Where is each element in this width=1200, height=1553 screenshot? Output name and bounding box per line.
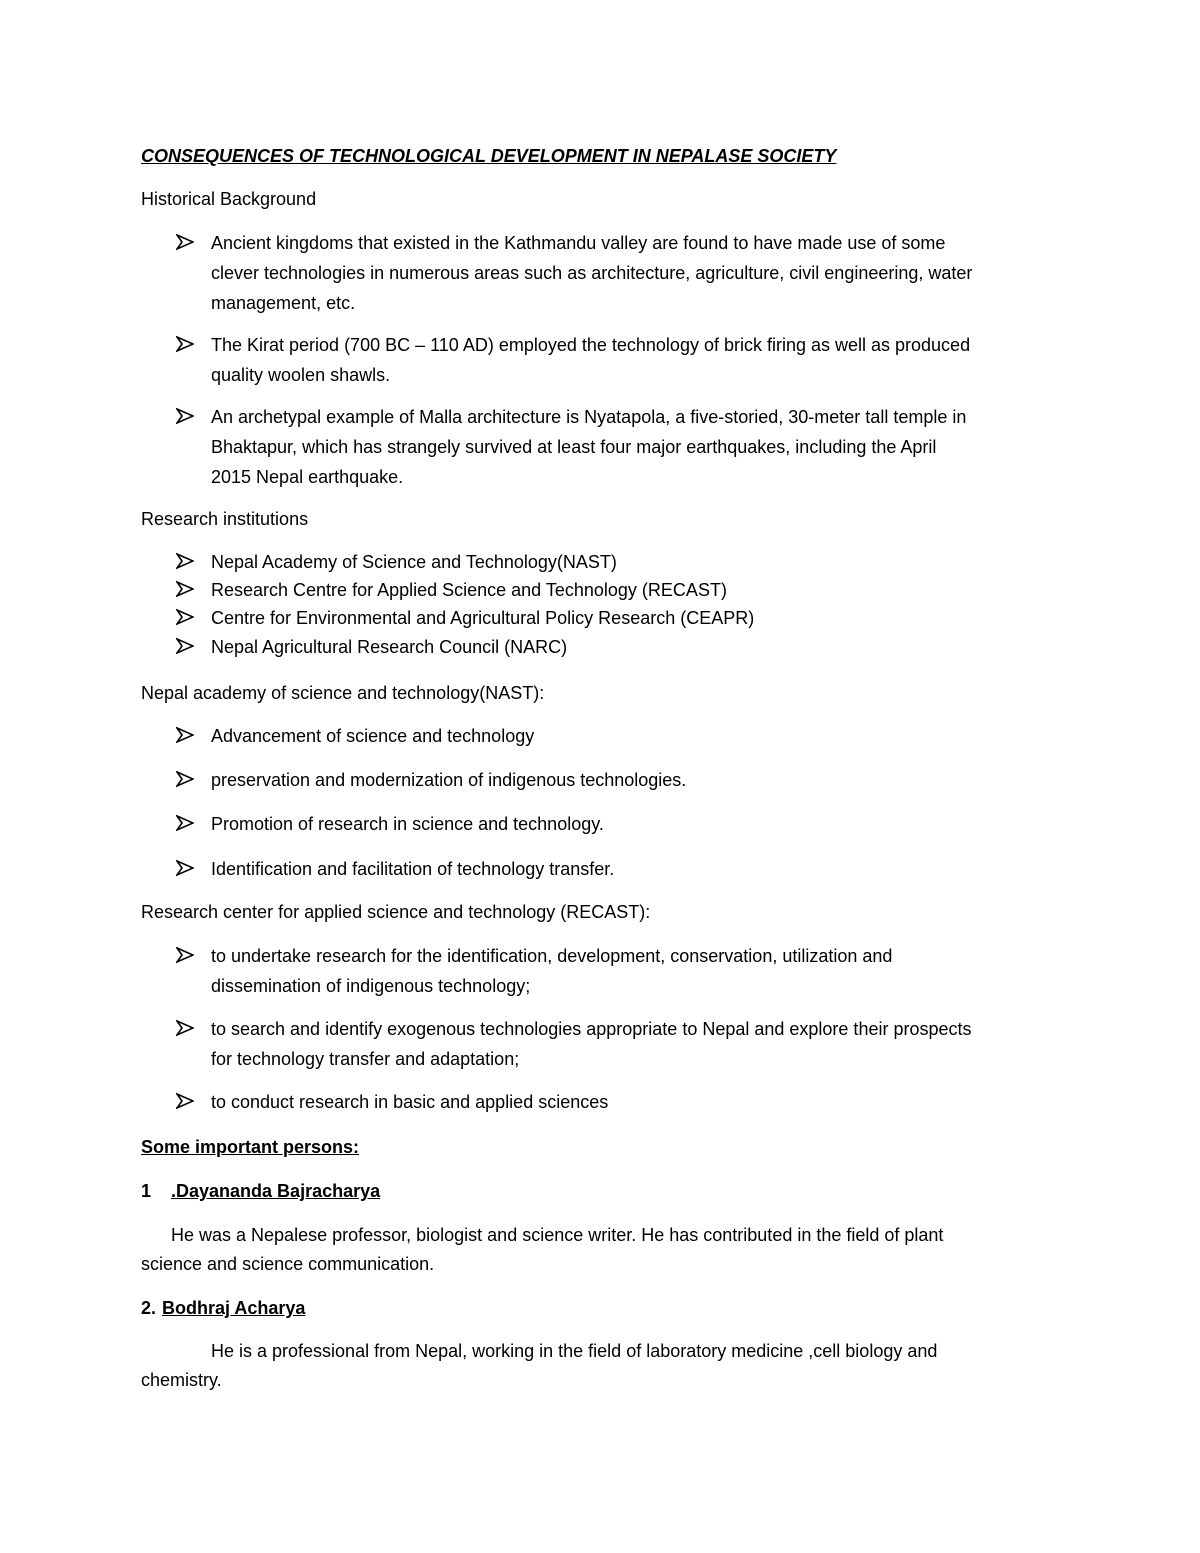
arrow-bullet-icon — [176, 814, 194, 832]
section-heading-institutions: Research institutions — [141, 509, 309, 529]
arrow-bullet-icon — [176, 608, 194, 626]
person-number: 1 — [141, 1181, 152, 1201]
arrow-bullet-icon — [176, 1092, 194, 1110]
person-desc-line: chemistry. — [141, 1370, 222, 1390]
list-item-label: Nepal Agricultural Research Council (NARC) — [211, 637, 568, 657]
person-heading — [141, 1294, 1061, 1323]
section-heading-historical: Historical Background — [141, 189, 317, 209]
list-item-label: preservation and modernization of indigenous technologies. — [211, 770, 687, 790]
section-heading-nast: Nepal academy of science and technology(NAST): — [141, 683, 545, 703]
bullet-line: management, etc. — [211, 293, 356, 313]
arrow-bullet-icon — [176, 580, 194, 598]
bullet-line: to conduct research in basic and applied sciences — [211, 1092, 609, 1112]
bullet-line: dissemination of indigenous technology; — [211, 976, 531, 996]
section-heading-persons: Some important persons: — [141, 1137, 360, 1157]
person-desc-line: science and science communication. — [141, 1254, 435, 1274]
person-name: .Dayananda Bajracharya — [171, 1181, 381, 1201]
bullet-line: 2015 Nepal earthquake. — [211, 467, 404, 487]
arrow-bullet-icon — [176, 335, 194, 353]
list-item-label: Identification and facilitation of technology transfer. — [211, 859, 615, 879]
document-title: CONSEQUENCES OF TECHNOLOGICAL DEVELOPMENT IN NEPALASE SOCIETY — [141, 146, 837, 166]
bullet-line: to search and identify exogenous technologies appropriate to Nepal and explore their prospects — [211, 1019, 972, 1039]
arrow-bullet-icon — [176, 637, 194, 655]
bullet-line: clever technologies in numerous areas such as architecture, agriculture, civil engineering, water — [211, 263, 973, 283]
arrow-bullet-icon — [176, 726, 194, 744]
bullet-line: quality woolen shawls. — [211, 365, 391, 385]
list-item-label: Advancement of science and technology — [211, 726, 535, 746]
person-desc-line: He was a Nepalese professor, biologist and science writer. He has contributed in the field of plant — [171, 1225, 944, 1245]
arrow-bullet-icon — [176, 552, 194, 570]
bullet-line: Ancient kingdoms that existed in the Kathmandu valley are found to have made use of some — [211, 233, 946, 253]
person-number: 2. — [141, 1298, 157, 1318]
bullet-line: The Kirat period (700 BC – 110 AD) employed the technology of brick firing as well as produced — [211, 335, 971, 355]
bullet-line: Bhaktapur, which has strangely survived at least four major earthquakes, including the April — [211, 437, 937, 457]
person-name: Bodhraj Acharya — [162, 1298, 306, 1318]
person-desc-line: He is a professional from Nepal, working in the field of laboratory medicine ,cell biology and — [211, 1341, 938, 1361]
arrow-bullet-icon — [176, 859, 194, 877]
section-heading-recast: Research center for applied science and technology (RECAST): — [141, 902, 651, 922]
list-item-label: Nepal Academy of Science and Technology(NAST) — [211, 552, 617, 572]
bullet-line: to undertake research for the identification, development, conservation, utilization and — [211, 946, 893, 966]
person-heading — [141, 1177, 1061, 1206]
arrow-bullet-icon — [176, 946, 194, 964]
bullet-line: for technology transfer and adaptation; — [211, 1049, 520, 1069]
list-item-label: Research Centre for Applied Science and Technology (RECAST) — [211, 580, 727, 600]
list-item-label: Promotion of research in science and technology. — [211, 814, 604, 834]
bullet-line: An archetypal example of Malla architecture is Nyatapola, a five-storied, 30-meter tall temple in — [211, 407, 967, 427]
arrow-bullet-icon — [176, 233, 194, 251]
arrow-bullet-icon — [176, 770, 194, 788]
arrow-bullet-icon — [176, 1019, 194, 1037]
list-item-label: Centre for Environmental and Agricultural Policy Research (CEAPR) — [211, 608, 755, 628]
arrow-bullet-icon — [176, 407, 194, 425]
